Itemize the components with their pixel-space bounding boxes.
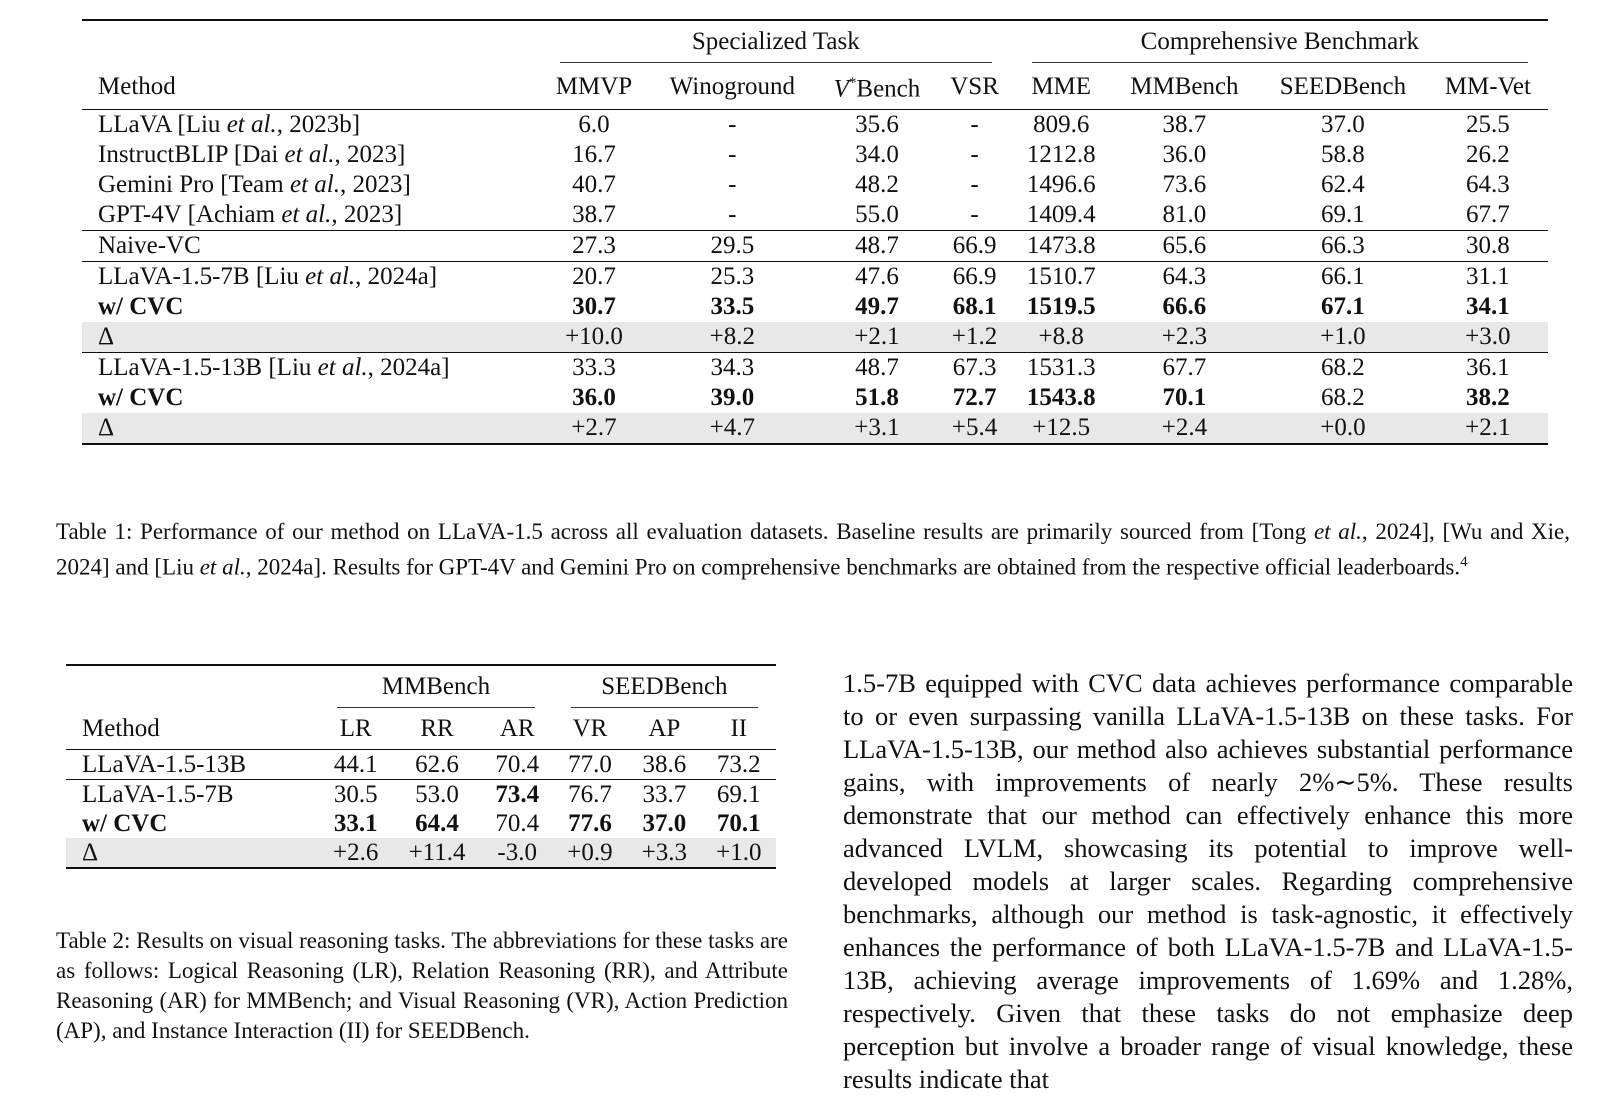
group-header-empty [66, 665, 319, 708]
group-header-empty [82, 20, 540, 63]
value-cell: 51.8 [855, 384, 899, 412]
value-cell: 1409.4 [1026, 201, 1096, 229]
value-cell: 30.5 [333, 781, 378, 808]
footnote-marker: 4 [1460, 554, 1468, 570]
value-cell: 67.7 [1162, 354, 1207, 382]
table-row [82, 170, 1548, 200]
value-cell: +11.4 [392, 838, 481, 868]
value-cell: +2.7 [540, 413, 648, 444]
column-header: MMBench [1130, 72, 1239, 100]
value-cell: 34.1 [1465, 293, 1510, 321]
value-cell: - [728, 141, 737, 169]
value-cell: 36.0 [572, 384, 616, 412]
column-header: SEEDBench [1279, 72, 1407, 100]
value-cell: +3.0 [1428, 322, 1548, 353]
value-cell: 66.6 [1162, 293, 1207, 321]
value-cell: 70.1 [716, 810, 761, 837]
value-cell: 16.7 [572, 141, 616, 169]
table-1-caption [56, 517, 1570, 583]
table-row [66, 750, 776, 780]
value-cell: +0.9 [553, 838, 627, 868]
method-cell: LLaVA [Liu et al., 2023b] [98, 111, 361, 139]
body-text [843, 667, 1573, 1096]
table-row [66, 809, 776, 838]
value-cell: 40.7 [572, 171, 616, 199]
group-header-label: SEEDBench [571, 667, 758, 708]
table-row [82, 262, 1548, 293]
column-header: Method [98, 72, 176, 100]
value-cell: +2.4 [1111, 413, 1258, 444]
value-cell: 64.3 [1465, 171, 1510, 199]
value-cell: 37.0 [642, 810, 687, 837]
value-cell: +2.6 [319, 838, 392, 868]
method-cell: LLaVA-1.5-13B [Liu et al., 2024a] [98, 354, 450, 382]
value-cell: 38.7 [1162, 111, 1207, 139]
value-cell: 53.0 [415, 781, 459, 808]
column-header: RR [420, 715, 454, 742]
method-cell: Δ [82, 413, 540, 444]
column-header: VSR [950, 72, 999, 100]
value-cell: 62.6 [415, 751, 459, 778]
value-cell: +0.0 [1258, 413, 1428, 444]
table-row [66, 780, 776, 810]
value-cell: 81.0 [1162, 201, 1207, 229]
value-cell: 29.5 [710, 232, 755, 260]
value-cell: +3.1 [817, 413, 938, 444]
value-cell: 68.2 [1321, 354, 1365, 382]
value-cell: +3.3 [627, 838, 701, 868]
value-cell: 1543.8 [1026, 384, 1096, 412]
value-cell: 69.1 [716, 781, 761, 808]
value-cell: 70.4 [495, 751, 540, 778]
value-cell: 76.7 [568, 781, 612, 808]
value-cell: 73.6 [1162, 171, 1207, 199]
table-row [82, 231, 1548, 262]
value-cell: 33.3 [572, 354, 616, 382]
method-cell: Naive-VC [98, 232, 201, 260]
value-cell: 1212.8 [1026, 141, 1096, 169]
value-cell: 67.3 [952, 354, 997, 382]
method-cell: w/ CVC [98, 384, 184, 412]
method-cell: LLaVA-1.5-13B [82, 751, 247, 778]
delta-row [82, 413, 1548, 444]
delta-row [66, 838, 776, 868]
value-cell: 67.1 [1321, 293, 1365, 321]
group-header [319, 665, 553, 708]
group-header-row [82, 20, 1548, 63]
value-cell: 72.7 [952, 384, 997, 412]
value-cell: - [970, 141, 979, 169]
value-cell: 62.4 [1321, 171, 1365, 199]
group-header [553, 665, 776, 708]
value-cell: +2.1 [817, 322, 938, 353]
value-cell: 66.3 [1321, 232, 1365, 260]
value-cell: 1510.7 [1026, 263, 1096, 291]
column-header: AP [648, 715, 681, 742]
table-row [82, 110, 1548, 141]
table-1 [82, 19, 1548, 445]
group-header [1012, 20, 1548, 63]
value-cell: - [970, 201, 979, 229]
value-cell: 38.6 [642, 751, 687, 778]
value-cell: +1.0 [1258, 322, 1428, 353]
column-header: Winoground [669, 72, 796, 100]
column-header-row [82, 63, 1548, 110]
column-header-row [66, 708, 776, 750]
table-row [82, 353, 1548, 384]
method-cell: w/ CVC [98, 293, 184, 321]
value-cell: - [970, 171, 979, 199]
value-cell: 38.7 [572, 201, 616, 229]
table-row [82, 383, 1548, 413]
value-cell: 48.7 [855, 354, 899, 382]
value-cell: 38.2 [1465, 384, 1510, 412]
value-cell: 73.4 [495, 781, 540, 808]
value-cell: +8.8 [1012, 322, 1111, 353]
column-header: AR [499, 715, 535, 742]
body-paragraph: 1.5-7B equipped with CVC data achieves performance comparable to or even surpassing vanilla LLaVA-1.5-13B on these tasks. For LLaVA-1.5-13B, our method also achieves substantial performance gains, with improvements of nearly 2%∼5%. These results demonstrate that our method can effectively enhance this more advanced LVLM, showcasing its potential to improve well-developed models at larger scales. Regarding comprehensive benchmarks, although our method is task-agnostic, it effectively enhances the performance of both LLaVA-1.5-7B and LLaVA-1.5-13B, achieving average improvements of 1.69% and 1.28%, respectively. Given that these tasks do not emphasize deep perception but involve a broader range of visual knowledge, these results indicate that [843, 668, 1573, 1094]
value-cell: 48.2 [855, 171, 899, 199]
column-header: VR [572, 715, 608, 742]
column-header: MME [1031, 72, 1092, 100]
value-cell: 70.1 [1162, 384, 1207, 412]
value-cell: 809.6 [1033, 111, 1090, 139]
method-cell: Gemini Pro [Team et al., 2023] [98, 171, 411, 199]
value-cell: 30.8 [1465, 232, 1510, 260]
method-cell: LLaVA-1.5-7B [82, 781, 234, 808]
value-cell: 55.0 [855, 201, 899, 229]
value-cell: 31.1 [1465, 263, 1510, 291]
column-header: MM-Vet [1444, 72, 1531, 100]
value-cell: +8.2 [648, 322, 816, 353]
table-2-caption: Table 2: Results on visual reasoning tasks. The abbreviations for these tasks are as follows: Logical Reasoning (LR), Relation Reasoning (RR), and Attribute Reasoning (AR) for MMBench; and Visual Reasoning (VR), Action Prediction (AP), and Instance Interaction (II) for SEEDBench. [56, 928, 788, 1043]
value-cell: 64.4 [415, 810, 459, 837]
column-header: II [730, 715, 748, 742]
value-cell: 68.2 [1321, 384, 1365, 412]
method-cell: LLaVA-1.5-7B [Liu et al., 2024a] [98, 263, 438, 291]
value-cell: 6.0 [578, 111, 610, 139]
value-cell: 36.0 [1162, 141, 1207, 169]
value-cell: 39.0 [710, 384, 755, 412]
table-row [82, 292, 1548, 322]
value-cell: -3.0 [482, 838, 553, 868]
value-cell: 25.5 [1465, 111, 1510, 139]
group-header-label: Comprehensive Benchmark [1032, 22, 1528, 63]
table-1-caption-text: Table 1: Performance of our method on LLaVA-1.5 across all evaluation datasets. Baseline results are primarily sourced from [Tong et al., 2024], [Wu and Xie, 2024] and [Liu et al., 2024a]. Results for GPT-4V and Gemini Pro on comprehensive benchmarks are obtained from the respective official leaderboards. [56, 519, 1570, 580]
column-header: LR [339, 715, 372, 742]
value-cell: 25.3 [710, 263, 755, 291]
value-cell: - [728, 201, 737, 229]
column-header: Method [82, 715, 160, 742]
value-cell: 26.2 [1465, 141, 1510, 169]
group-header-label: MMBench [337, 667, 535, 708]
value-cell: 1473.8 [1026, 232, 1096, 260]
value-cell: +5.4 [937, 413, 1011, 444]
value-cell: 68.1 [952, 293, 997, 321]
value-cell: 37.0 [1321, 111, 1365, 139]
value-cell: 49.7 [855, 293, 899, 321]
method-cell: GPT-4V [Achiam et al., 2023] [98, 201, 403, 229]
value-cell: 70.4 [495, 810, 540, 837]
value-cell: 1496.6 [1026, 171, 1096, 199]
group-header-row [66, 665, 776, 708]
value-cell: - [970, 111, 979, 139]
value-cell: 20.7 [572, 263, 616, 291]
value-cell: 33.5 [710, 293, 755, 321]
value-cell: 34.0 [855, 141, 899, 169]
value-cell: 66.1 [1321, 263, 1365, 291]
value-cell: 47.6 [855, 263, 899, 291]
value-cell: 77.0 [568, 751, 612, 778]
value-cell: +1.0 [702, 838, 776, 868]
table-row [82, 200, 1548, 231]
value-cell: 36.1 [1465, 354, 1510, 382]
value-cell: 73.2 [716, 751, 761, 778]
value-cell: 65.6 [1162, 232, 1207, 260]
column-header: V*Bench [833, 75, 921, 103]
value-cell: 67.7 [1465, 201, 1510, 229]
method-cell: Δ [66, 838, 319, 868]
value-cell: - [728, 111, 737, 139]
value-cell: 77.6 [568, 810, 612, 837]
value-cell: 33.1 [333, 810, 378, 837]
method-cell: Δ [82, 322, 540, 353]
value-cell: +12.5 [1012, 413, 1111, 444]
value-cell: 34.3 [710, 354, 755, 382]
value-cell: 58.8 [1321, 141, 1365, 169]
value-cell: 66.9 [952, 263, 997, 291]
value-cell: +2.3 [1111, 322, 1258, 353]
value-cell: 30.7 [572, 293, 616, 321]
column-header: MMVP [555, 72, 633, 100]
value-cell: - [728, 171, 737, 199]
value-cell: +10.0 [540, 322, 648, 353]
value-cell: +1.2 [937, 322, 1011, 353]
value-cell: 33.7 [642, 781, 687, 808]
delta-row [82, 322, 1548, 353]
group-header [540, 20, 1012, 63]
value-cell: 48.7 [855, 232, 899, 260]
value-cell: 1519.5 [1026, 293, 1096, 321]
method-cell: w/ CVC [82, 810, 168, 837]
method-cell: InstructBLIP [Dai et al., 2023] [98, 141, 406, 169]
value-cell: 66.9 [952, 232, 997, 260]
table-row [82, 140, 1548, 170]
value-cell: 69.1 [1321, 201, 1365, 229]
value-cell: 1531.3 [1026, 354, 1096, 382]
value-cell: +4.7 [648, 413, 816, 444]
table-2 [66, 664, 776, 869]
value-cell: 64.3 [1162, 263, 1207, 291]
value-cell: +2.1 [1428, 413, 1548, 444]
group-header-label: Specialized Task [560, 22, 992, 63]
value-cell: 35.6 [855, 111, 899, 139]
value-cell: 44.1 [333, 751, 378, 778]
value-cell: 27.3 [572, 232, 616, 260]
